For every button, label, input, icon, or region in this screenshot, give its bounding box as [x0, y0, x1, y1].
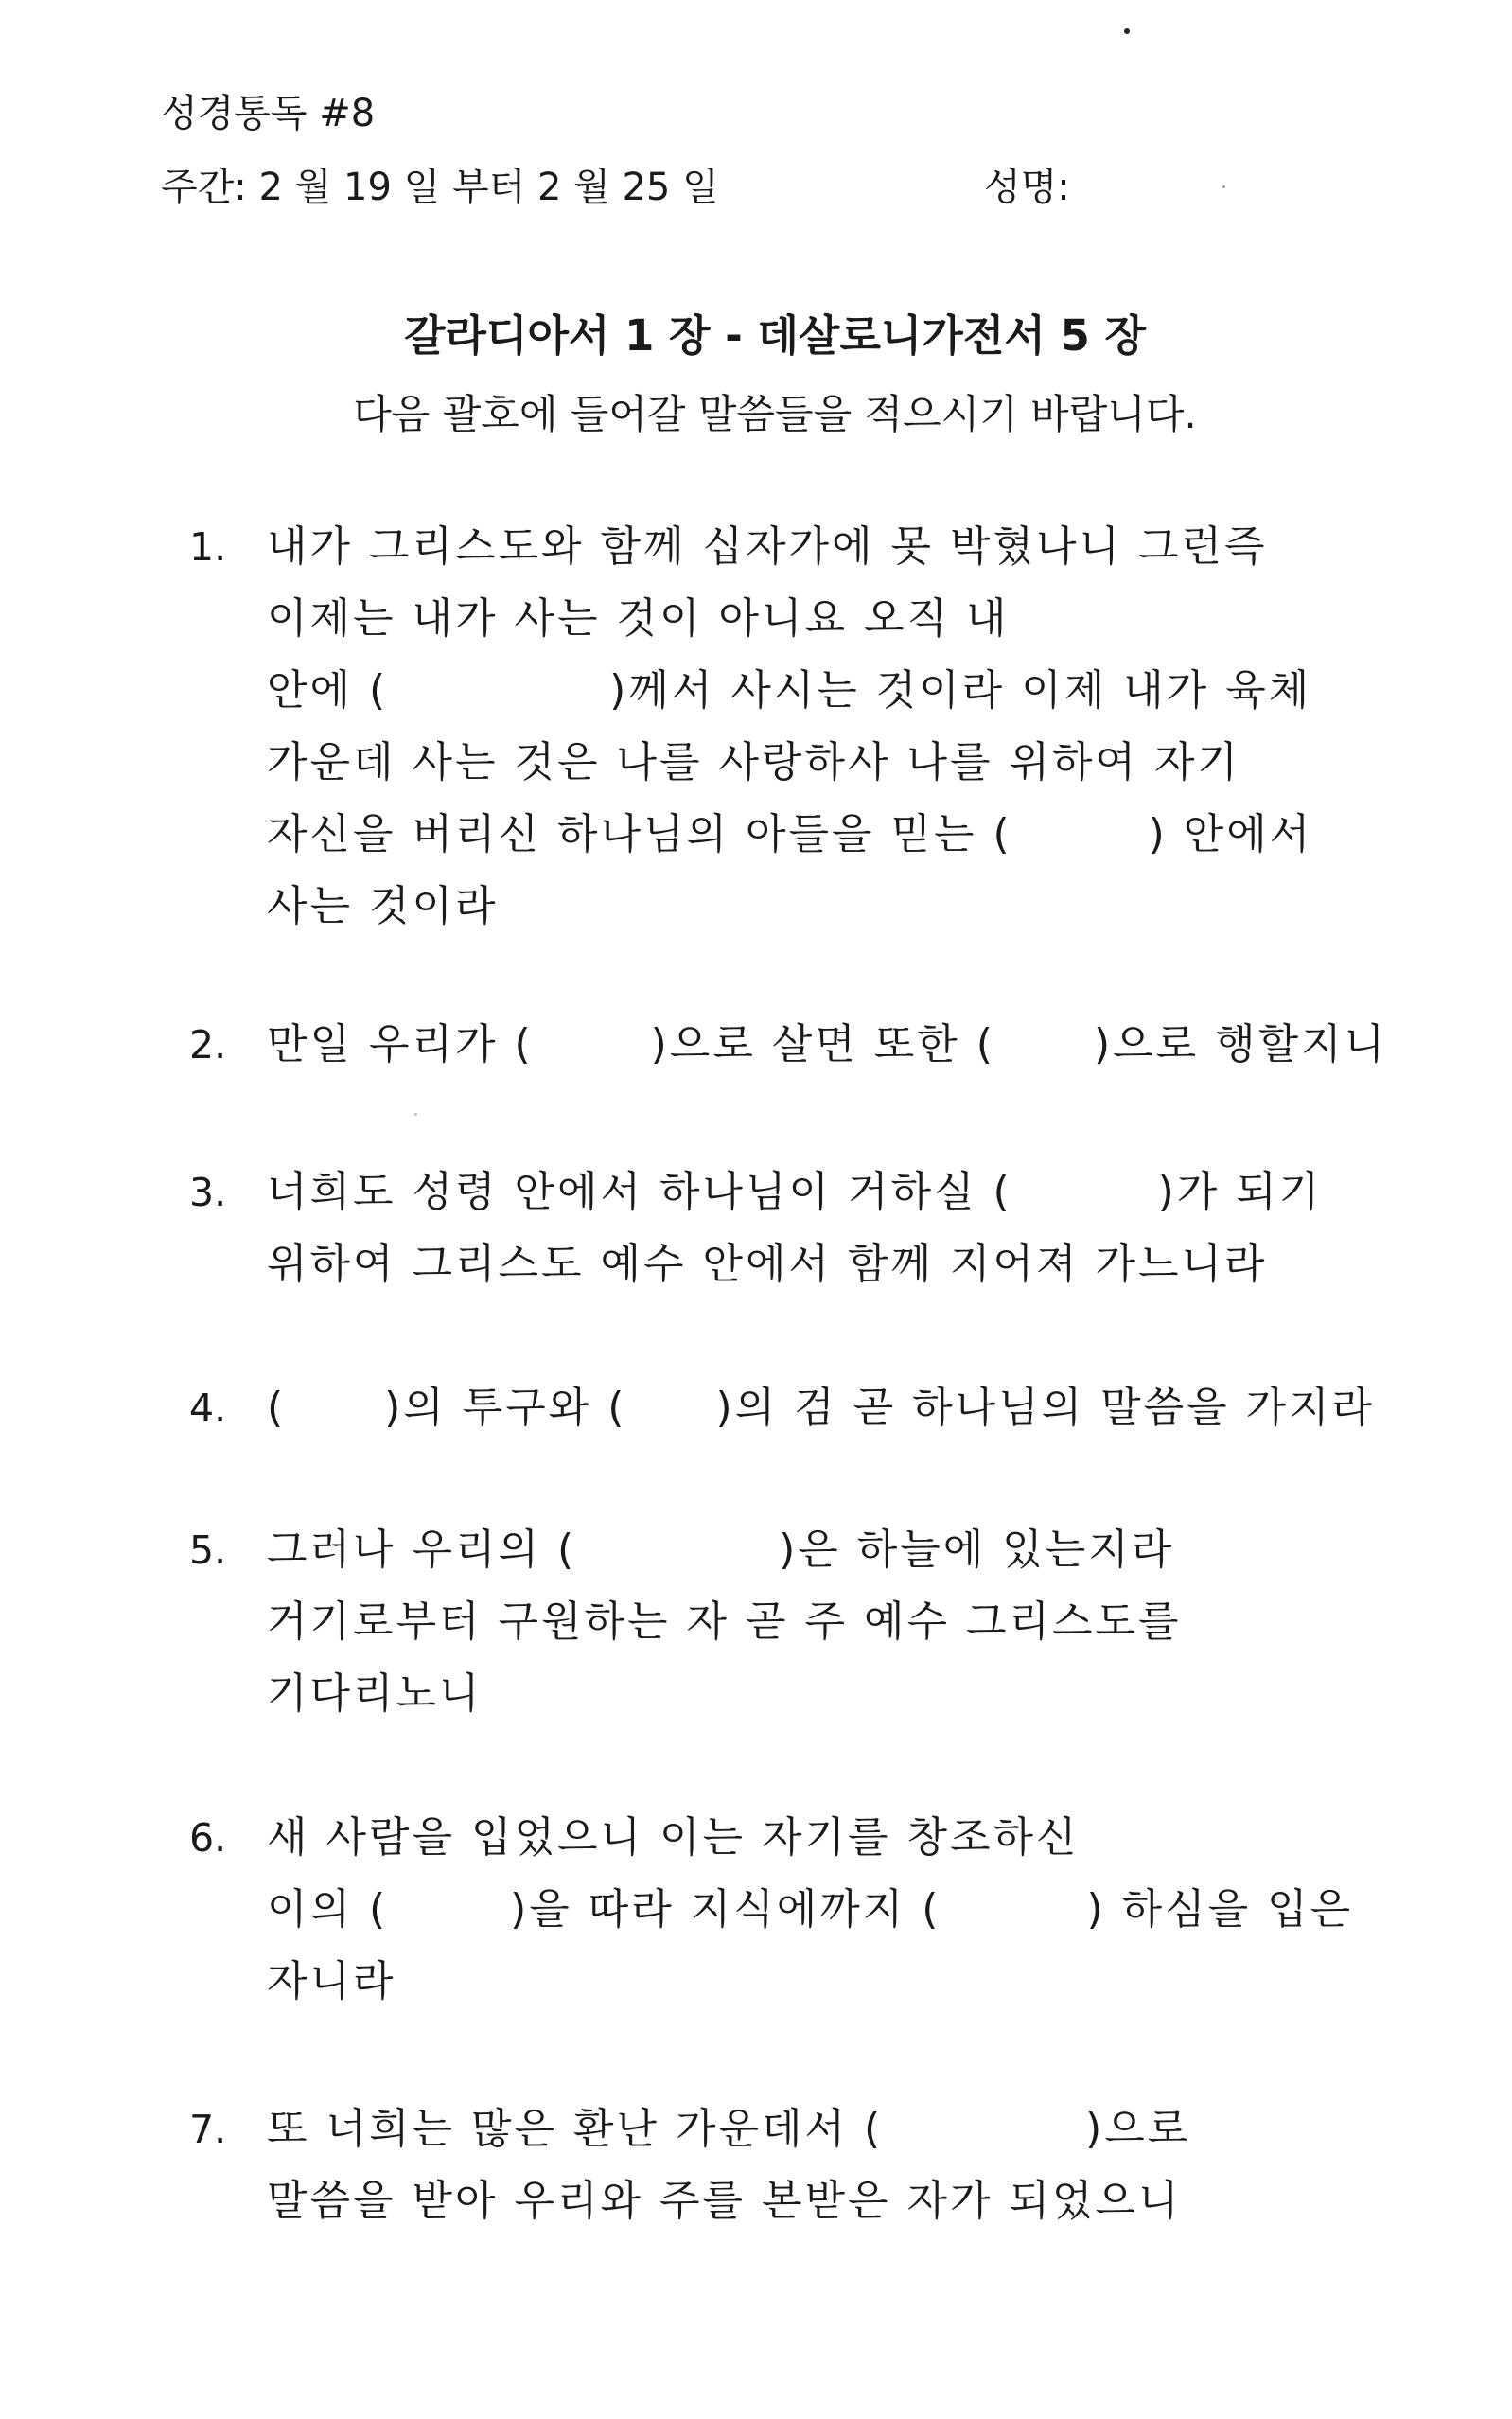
question-5	[189, 1514, 1419, 1730]
question-6	[189, 1802, 1419, 2018]
line-text: )으로 행할지니	[1077, 1020, 1388, 1068]
line-text: )은 하늘에 있는지라	[763, 1526, 1175, 1574]
scan-speck	[1124, 28, 1130, 34]
question-number: 1.	[189, 524, 227, 570]
question-line	[267, 1009, 1419, 1081]
question-line: 기다리노니	[267, 1669, 483, 1718]
line-text: 안에 (	[267, 666, 405, 715]
question-line	[267, 1157, 1419, 1228]
question-number: 7.	[189, 2107, 227, 2152]
question-number: 3.	[189, 1170, 227, 1215]
question-line	[267, 655, 1419, 727]
question-line	[267, 1372, 1419, 1444]
line-text: )께서 사시는 것이라 이제 내가 육체	[593, 666, 1312, 715]
line-text: 만일 우리가 (	[267, 1020, 550, 1068]
line-text: )가 되기	[1141, 1168, 1323, 1216]
question-line	[267, 1514, 1419, 1586]
page-title: 갈라디아서 1 장 - 데살로니가전서 5 장	[404, 310, 1146, 361]
line-text: ) 안에서	[1132, 810, 1313, 858]
reading-period: 주간: 2 월 19 일 부터 2 월 25 일	[161, 166, 719, 209]
line-text: ) 하심을 입은	[1070, 1885, 1354, 1933]
question-line: 새 사람을 입었으니 이는 자기를 창조하신	[267, 1813, 1080, 1862]
question-4	[189, 1372, 1419, 1444]
line-text: )의 검 곧 하나님의 말씀을 가지라	[699, 1384, 1376, 1432]
line-text: 그러나 우리의 (	[267, 1526, 593, 1574]
scan-speck	[1222, 185, 1225, 188]
line-text: )의 투구와 (	[368, 1384, 643, 1432]
instruction-text: 다음 괄호에 들어갈 말씀들을 적으시기 바랍니다.	[353, 391, 1197, 437]
question-line	[267, 1874, 1419, 1946]
question-number: 4.	[189, 1386, 227, 1431]
question-number: 6.	[189, 1815, 227, 1861]
worksheet-label: 성경통독 #8	[161, 92, 376, 135]
name-field-label: 성명:	[984, 166, 1070, 209]
line-text: (	[267, 1384, 303, 1432]
question-line: 위하여 그리스도 예수 안에서 함께 지어져 가느니라	[267, 1240, 1268, 1288]
question-line	[267, 2093, 1419, 2165]
question-line: 내가 그리스도와 함께 십자가에 못 박혔나니 그런즉	[267, 522, 1268, 571]
question-line: 말씀을 받아 우리와 주를 본받은 자가 되었으니	[267, 2177, 1182, 2225]
question-7	[189, 2093, 1419, 2237]
question-line	[267, 799, 1419, 871]
question-line: 이제는 내가 사는 것이 아니요 오직 내	[267, 594, 1010, 643]
question-line: 가운데 사는 것은 나를 사랑하사 나를 위하여 자기	[267, 738, 1240, 786]
question-line: 사는 것이라	[267, 882, 499, 930]
line-text: 이의 (	[267, 1885, 405, 1933]
line-text: 자신을 버리신 하나님의 아들을 믿는 (	[267, 810, 1029, 858]
question-number: 5.	[189, 1527, 227, 1573]
question-line: 거기로부터 구원하는 자 곧 주 예수 그리스도를	[267, 1598, 1182, 1646]
line-text: )으로	[1069, 2105, 1191, 2153]
scan-speck	[414, 1113, 417, 1116]
line-text: )으로 살면 또한 (	[634, 1020, 1011, 1068]
question-2	[189, 1009, 1419, 1081]
question-1	[189, 511, 1419, 943]
question-3	[189, 1157, 1419, 1300]
question-number: 2.	[189, 1022, 227, 1068]
line-text: 또 너희는 많은 환난 가운데서 (	[267, 2105, 900, 2153]
line-text: )을 따라 지식에까지 (	[494, 1885, 958, 1933]
line-text: 너희도 성령 안에서 하나님이 거하실 (	[267, 1168, 1029, 1216]
question-line: 자니라	[267, 1957, 396, 2005]
